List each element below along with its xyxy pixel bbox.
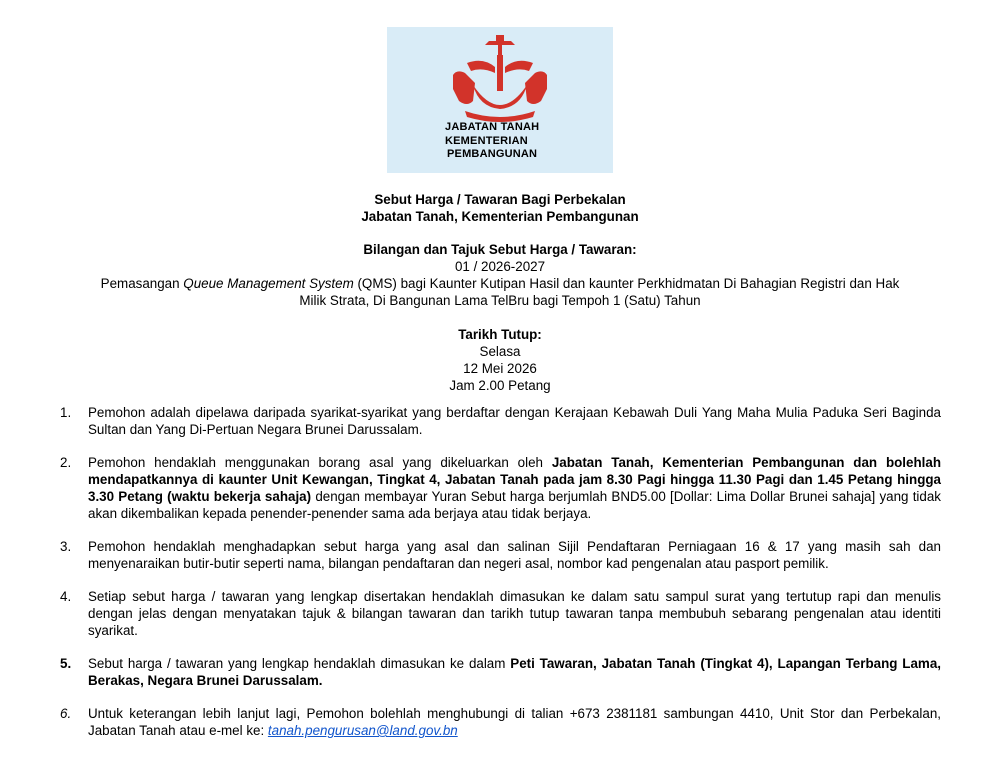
closing-time: Jam 2.00 Petang — [449, 378, 551, 393]
item-text-pre: Untuk keterangan lebih lanjut lagi, Pemohon bolehlah menghubungi di talian +673 2381181 sambungan 4410, Unit Stor dan Perbekalan, Jabatan Tanah atau e-mel ke: — [88, 706, 941, 738]
logo-text — [445, 121, 539, 162]
item-text: Pemohon adalah dipelawa daripada syarikat-syarikat yang berdaftar dengan Kerajaan Kebawah Duli Yang Maha Mulia Paduka Seri Baginda Sultan dan Yang Di-Pertuan Negara Brunei Darussalam. — [88, 405, 941, 437]
tender-label: Bilangan dan Tajuk Sebut Harga / Tawaran: — [363, 242, 637, 257]
tender-number: 01 / 2026-2027 — [454, 259, 546, 274]
tender-desc-line2: Milik Strata, Di Bangunan Lama TelBru bagi Tempoh 1 (Satu) Tahun — [299, 293, 701, 308]
list-item — [60, 588, 941, 639]
list-item — [60, 404, 941, 438]
list-item — [60, 538, 941, 572]
title-line-1: Sebut Harga / Tawaran Bagi Perbekalan — [374, 192, 626, 207]
item-text-bold: Jabatan Tanah, Kementerian Pembangunan dan bolehlah mendapatkannya di kaunter Unit Kewangan, Tingkat 4, Jabatan Tanah pada jam 8.30 Pagi hingga 11.30 Pagi dan 1.45 Petang hingga 3.30 Petang (waktu bekerja sahaja) — [88, 455, 942, 504]
item-number: 1. — [60, 405, 72, 420]
email-link[interactable]: tanah.pengurusan@land.gov.bn — [267, 723, 458, 738]
item-text: Pemohon hendaklah menghadapkan sebut harga yang asal dan salinan Sijil Pendaftaran Perniagaan 16 & 17 yang masih sah dan menyenaraikan butir-butir seperti nama, bilangan pendaftaran dan negeri asal, nombor kad pengenalan atau pasport pemilik. — [88, 539, 941, 571]
closing-date: 12 Mei 2026 — [463, 361, 537, 376]
tender-desc-mid: (QMS) bagi Kaunter Kutipan Hasil dan kaunter Perkhidmatan Di Bahagian Registri dan Hak — [353, 276, 900, 291]
brunei-crest-icon — [387, 27, 613, 127]
item-text-bold: Peti Tawaran, Jabatan Tanah (Tingkat 4), Lapangan Terbang Lama, Berakas, Negara Brunei Darussalam. — [88, 656, 941, 688]
item-text — [88, 655, 941, 689]
logo-line-2: KEMENTERIAN — [445, 134, 528, 147]
item-text-pre: Sebut harga / tawaran yang lengkap hendaklah dimasukan ke dalam — [88, 656, 511, 671]
item-text — [88, 705, 941, 739]
tender-desc-italic: Queue Management System — [183, 276, 354, 291]
item-text-post: dengan membayar Yuran Sebut harga berjumlah BND5.00 [Dollar: Lima Dollar Brunei sahaja] yang tidak akan dikembalikan kepada penender-penender sama ada berjaya atau tidak berjaya. — [88, 489, 941, 521]
logo-line-1: JABATAN TANAH — [445, 121, 540, 133]
title-line-2: Jabatan Tanah, Kementerian Pembangunan — [361, 209, 639, 224]
list-item — [60, 705, 941, 739]
terms-list — [60, 404, 941, 755]
tender-desc-pre: Pemasangan — [100, 276, 184, 291]
closing-label: Tarikh Tutup: — [458, 327, 542, 342]
list-item — [60, 454, 941, 522]
item-text — [88, 454, 941, 522]
department-logo — [387, 27, 613, 173]
item-number: 4. — [60, 589, 72, 604]
item-text-pre: Pemohon hendaklah menggunakan borang asal yang dikeluarkan oleh — [88, 455, 552, 470]
item-number: 6. — [60, 706, 72, 721]
closing-day: Selasa — [479, 344, 521, 359]
item-number: 2. — [60, 455, 72, 470]
list-item — [60, 655, 941, 689]
item-number: 3. — [60, 539, 72, 554]
tender-description — [0, 275, 1000, 292]
item-text: Setiap sebut harga / tawaran yang lengkap disertakan hendaklah dimasukan ke dalam satu sampul surat yang tertutup rapi dan menulis dengan jelas dengan menyatakan tajuk & bilangan tawaran dan tarikh tutup tawaran tanpa membubuh sebarang pengenalan atau identiti syarikat. — [88, 589, 941, 638]
logo-line-3: PEMBANGUNAN — [447, 148, 538, 160]
item-number: 5. — [60, 656, 72, 671]
